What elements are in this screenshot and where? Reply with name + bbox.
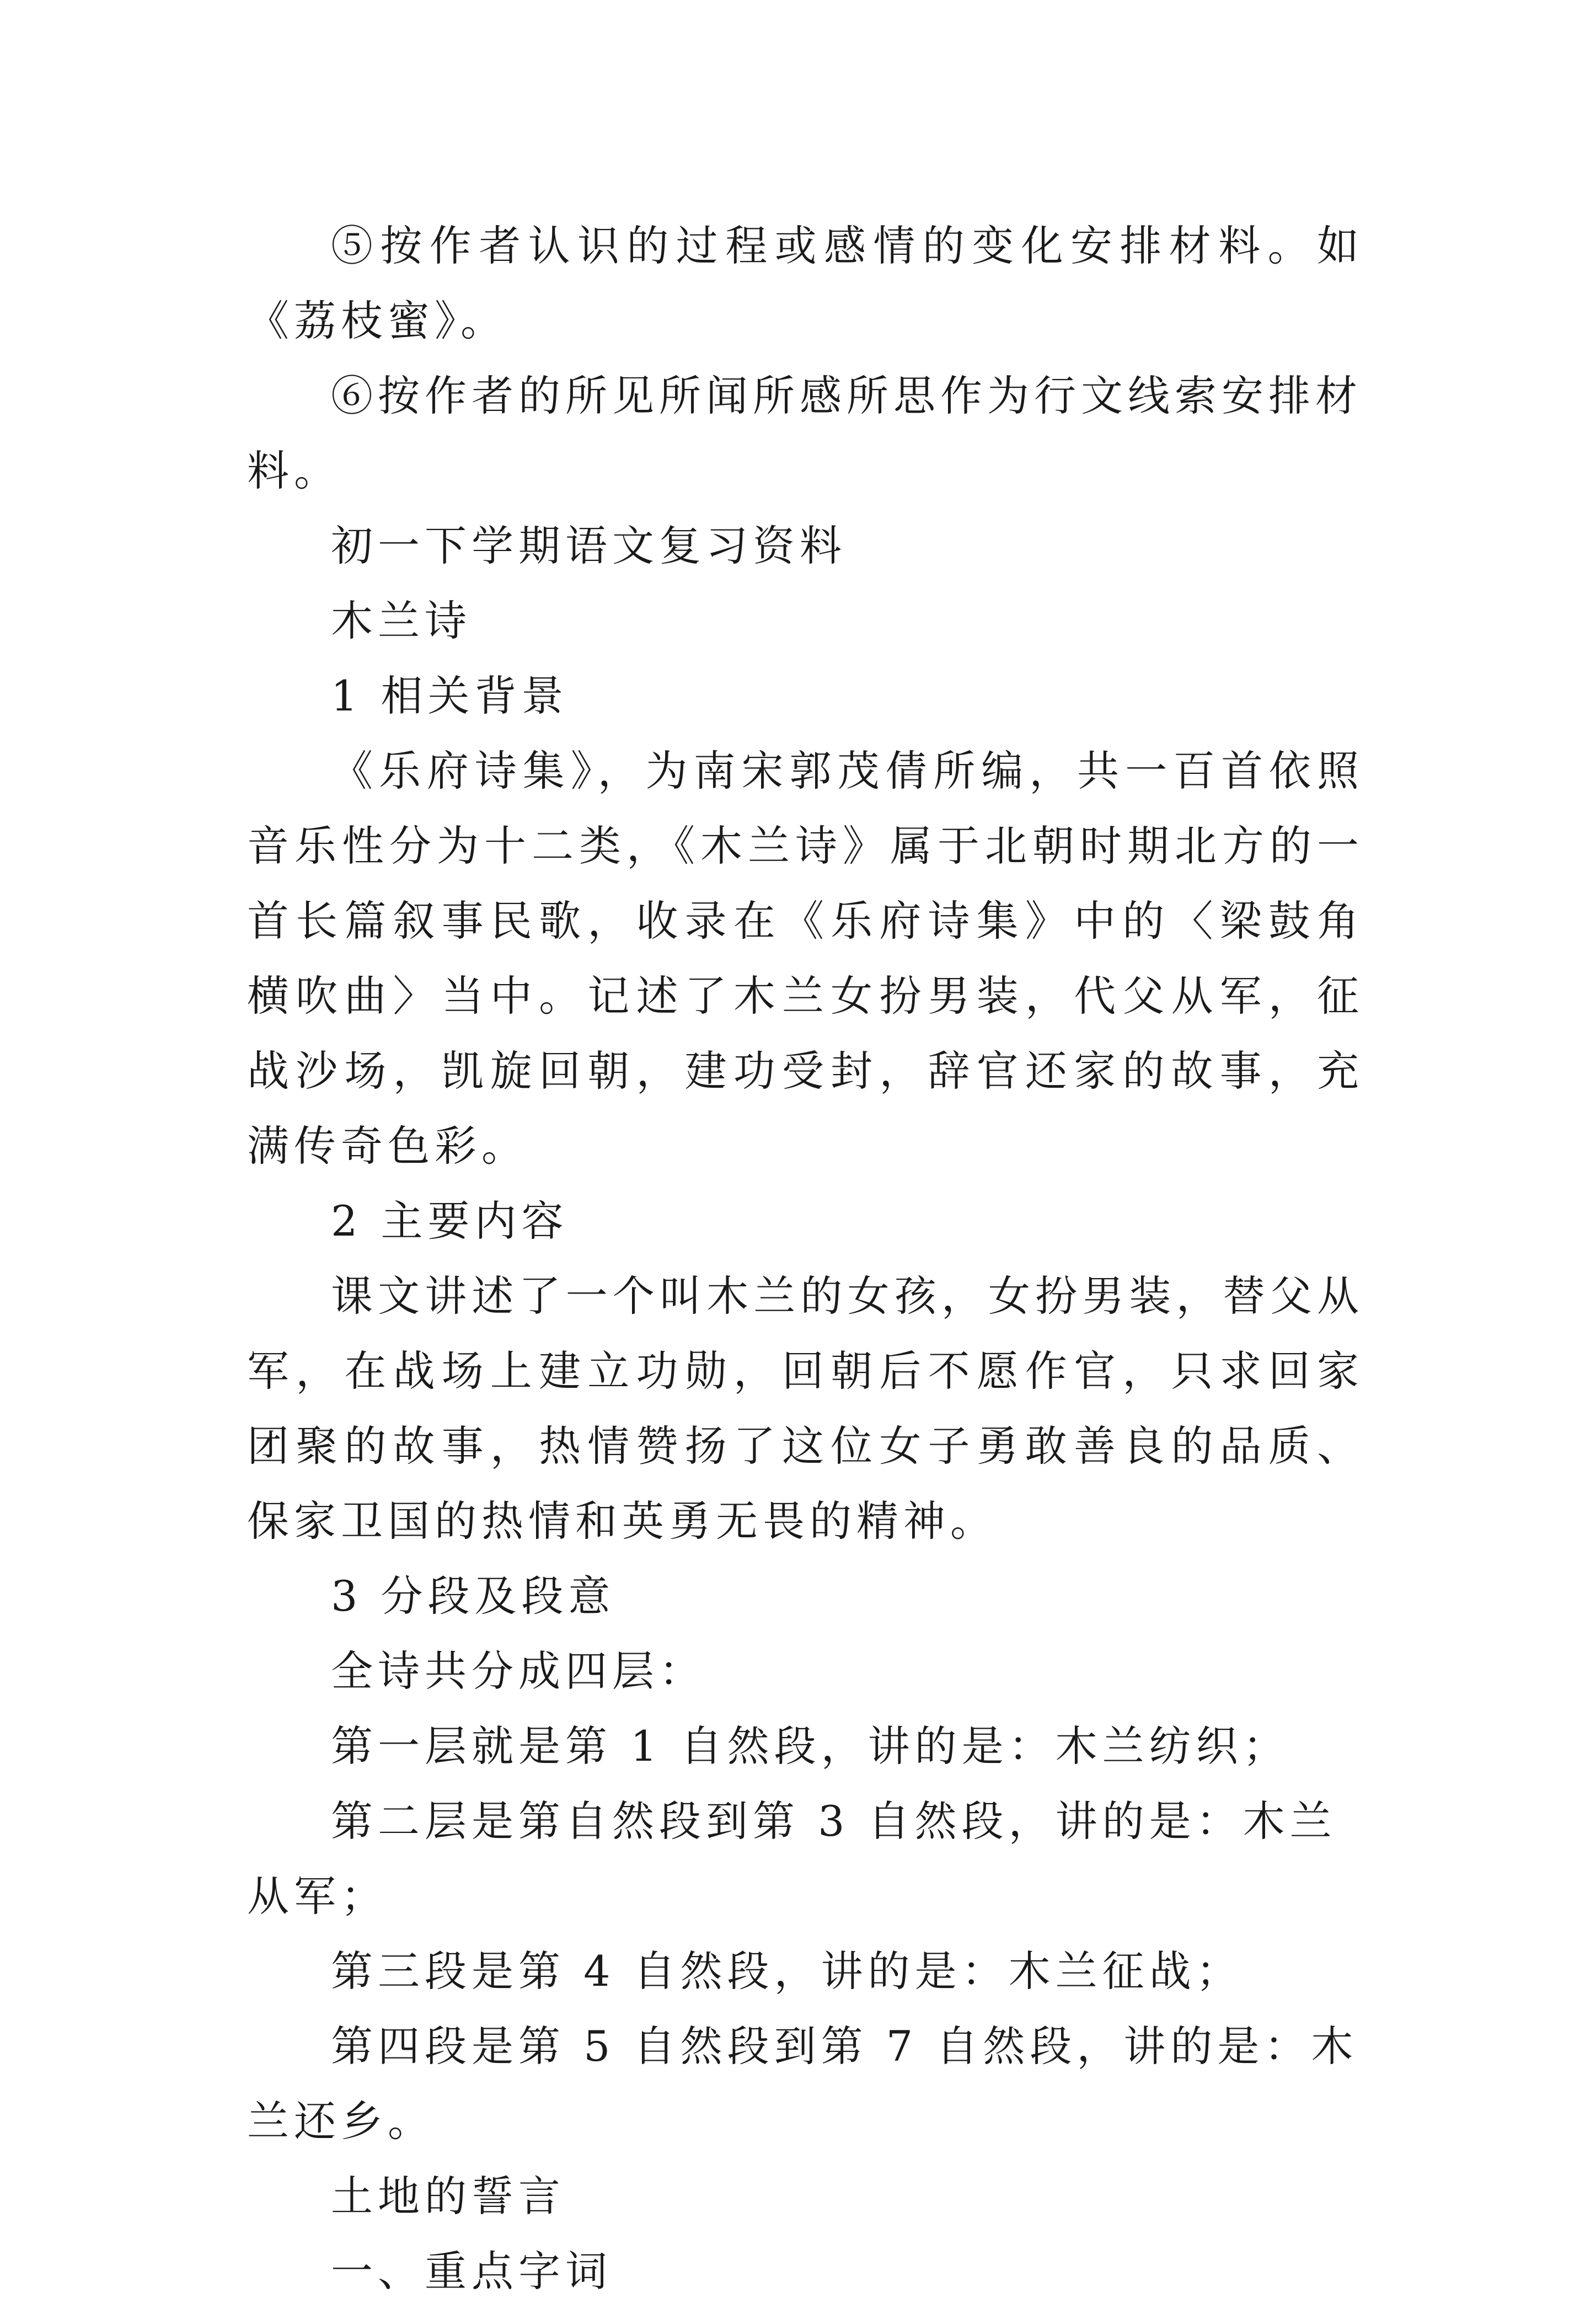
paragraph-material-order-feeling: ⑤按作者认识的过程或感情的变化安排材料。如《荔枝蜜》。 (247, 221, 1364, 345)
lesson-title-land-oath: 土地的誓言 (331, 2172, 565, 2221)
list-item-layer-4: 第四段是第 5 自然段到第 7 自然段，讲的是：木兰还乡。 (247, 2022, 1358, 2146)
section-title-review: 初一下学期语文复习资料 (331, 521, 847, 570)
paragraph-main-content: 课文讲述了一个叫木兰的女孩，女扮男装，替父从军，在战场上建立功勋，回朝后不愿作官，只求回家团聚的故事，热情赞扬了这位女子勇敢善良的品质、保家卫国的热情和英勇无畏的精神。 (247, 1271, 1364, 1546)
paragraph-layers-intro: 全诗共分成四层： (331, 1647, 706, 1696)
heading-sections: 3 分段及段意 (331, 1572, 615, 1621)
lesson-title-mulan: 木兰诗 (331, 596, 472, 645)
list-item-layer-2: 第二层是第自然段到第 3 自然段，讲的是：木兰从军； (247, 1797, 1337, 1921)
paragraph-background: 《乐府诗集》，为南宋郭茂倩所编，共一百首依照音乐性分为十二类，《木兰诗》属于北朝时期北方的一首长篇叙事民歌，收录在《乐府诗集》中的〈梁鼓角横吹曲〉当中。记述了木兰女扮男装，代父从军，征战沙场，凯旋回朝，建功受封，辞官还家的故事，充满传奇色彩。 (247, 746, 1364, 1170)
heading-key-words: 一、重点字词 (331, 2247, 612, 2296)
heading-main-content: 2 主要内容 (331, 1196, 569, 1246)
paragraph-material-order-clues: ⑥按作者的所见所闻所感所思作为行文线索安排材料。 (247, 371, 1362, 495)
document-body (247, 209, 1364, 2309)
list-item-layer-1: 第一层就是第 1 自然段，讲的是：木兰纺织； (331, 1722, 1290, 1771)
list-item-layer-3: 第三段是第 4 自然段，讲的是：木兰征战； (331, 1947, 1243, 1996)
heading-background: 1 相关背景 (331, 671, 569, 720)
